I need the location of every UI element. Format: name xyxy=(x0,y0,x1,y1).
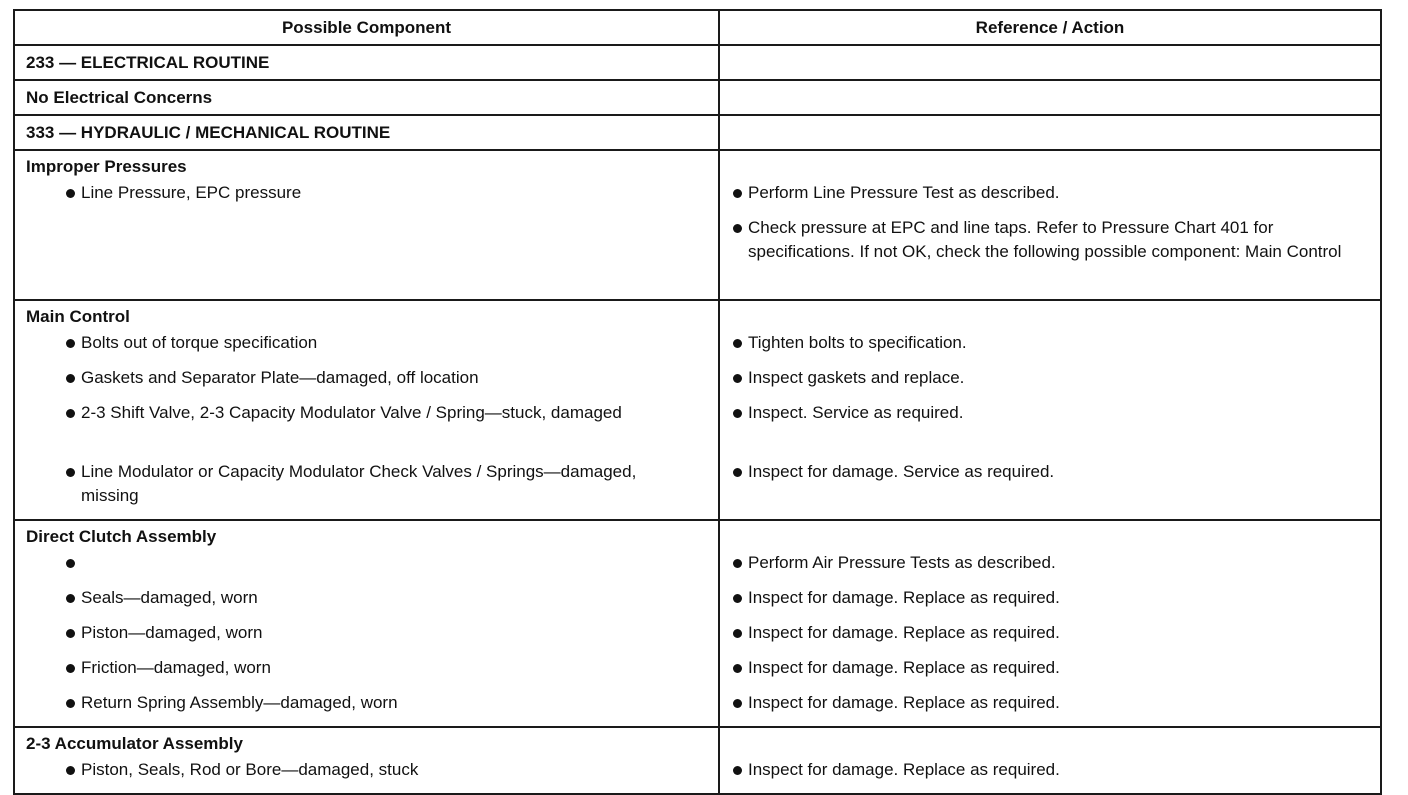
action-cell xyxy=(719,300,1381,520)
component-item xyxy=(15,549,718,584)
section-empty-cell xyxy=(719,80,1381,115)
action-text: Check pressure at EPC and line taps. Refer to Pressure Chart 401 for specifications. If not OK, check the following possible component: Main Control xyxy=(748,218,1342,261)
header-possible-component: Possible Component xyxy=(14,10,719,45)
component-item xyxy=(15,364,718,399)
action-item xyxy=(720,399,1380,458)
action-item xyxy=(720,458,1380,517)
component-text: Piston, Seals, Rod or Bore—damaged, stuck xyxy=(81,760,419,779)
section-electrical-routine: 233 — ELECTRICAL ROUTINE xyxy=(14,45,719,80)
section-no-electrical-concerns: No Electrical Concerns xyxy=(14,80,719,115)
component-item xyxy=(15,329,718,364)
section-hydraulic-mechanical-routine: 333 — HYDRAULIC / MECHANICAL ROUTINE xyxy=(14,115,719,150)
group-row-main-control xyxy=(14,300,1381,520)
action-text: Inspect gaskets and replace. xyxy=(748,368,965,387)
component-text: Line Modulator or Capacity Modulator Check Valves / Springs—damaged, missing xyxy=(81,462,637,505)
action-cell xyxy=(719,150,1381,300)
component-item xyxy=(15,179,718,214)
group-title: Direct Clutch Assembly xyxy=(26,527,217,546)
action-item xyxy=(720,214,1380,297)
component-item xyxy=(15,654,718,689)
component-cell xyxy=(14,727,719,794)
group-row-accumulator-assembly xyxy=(14,727,1381,794)
section-empty-cell xyxy=(719,45,1381,80)
action-item xyxy=(720,364,1380,399)
section-row xyxy=(14,80,1381,115)
group-title: 2-3 Accumulator Assembly xyxy=(26,734,243,753)
component-text: Seals—damaged, worn xyxy=(81,588,258,607)
diagnostic-table-document xyxy=(13,9,1380,795)
action-text: Inspect for damage. Service as required. xyxy=(748,462,1055,481)
component-text: Line Pressure, EPC pressure xyxy=(81,183,302,202)
action-item xyxy=(720,329,1380,364)
group-title: Improper Pressures xyxy=(26,157,187,176)
component-item xyxy=(15,756,718,791)
section-row xyxy=(14,115,1381,150)
action-text: Inspect. Service as required. xyxy=(748,403,964,422)
title-spacer xyxy=(720,154,1380,179)
action-text: Inspect for damage. Replace as required. xyxy=(748,588,1060,607)
action-item xyxy=(720,584,1380,619)
section-empty-cell xyxy=(719,115,1381,150)
component-item xyxy=(15,584,718,619)
title-spacer xyxy=(720,304,1380,329)
component-text: Return Spring Assembly—damaged, worn xyxy=(81,693,398,712)
action-text: Perform Line Pressure Test as described. xyxy=(748,183,1060,202)
diagnostic-table xyxy=(13,9,1382,795)
group-row-improper-pressures xyxy=(14,150,1381,300)
header-reference-action: Reference / Action xyxy=(719,10,1381,45)
component-item xyxy=(15,689,718,724)
action-text: Perform Air Pressure Tests as described. xyxy=(748,553,1056,572)
component-text: Friction—damaged, worn xyxy=(81,658,271,677)
action-cell xyxy=(719,727,1381,794)
title-spacer xyxy=(720,524,1380,549)
action-item xyxy=(720,619,1380,654)
action-item xyxy=(720,179,1380,214)
action-text: Tighten bolts to specification. xyxy=(748,333,967,352)
component-item xyxy=(15,458,718,517)
table-header-row xyxy=(14,10,1381,45)
action-text: Inspect for damage. Replace as required. xyxy=(748,693,1060,712)
action-item xyxy=(720,689,1380,724)
action-item xyxy=(720,756,1380,791)
component-cell xyxy=(14,520,719,727)
action-text: Inspect for damage. Replace as required. xyxy=(748,658,1060,677)
component-text: Bolts out of torque specification xyxy=(81,333,318,352)
section-row xyxy=(14,45,1381,80)
component-text: Piston—damaged, worn xyxy=(81,623,263,642)
action-text: Inspect for damage. Replace as required. xyxy=(748,623,1060,642)
component-text: 2-3 Shift Valve, 2-3 Capacity Modulator Valve / Spring—stuck, damaged xyxy=(81,403,622,422)
action-cell xyxy=(719,520,1381,727)
component-item xyxy=(15,619,718,654)
action-item xyxy=(720,549,1380,584)
action-item xyxy=(720,654,1380,689)
component-text: Gaskets and Separator Plate—damaged, off location xyxy=(81,368,479,387)
component-item xyxy=(15,399,718,458)
group-title: Main Control xyxy=(26,307,130,326)
component-cell xyxy=(14,150,719,300)
action-text: Inspect for damage. Replace as required. xyxy=(748,760,1060,779)
title-spacer xyxy=(720,731,1380,756)
component-cell xyxy=(14,300,719,520)
group-row-direct-clutch-assembly xyxy=(14,520,1381,727)
